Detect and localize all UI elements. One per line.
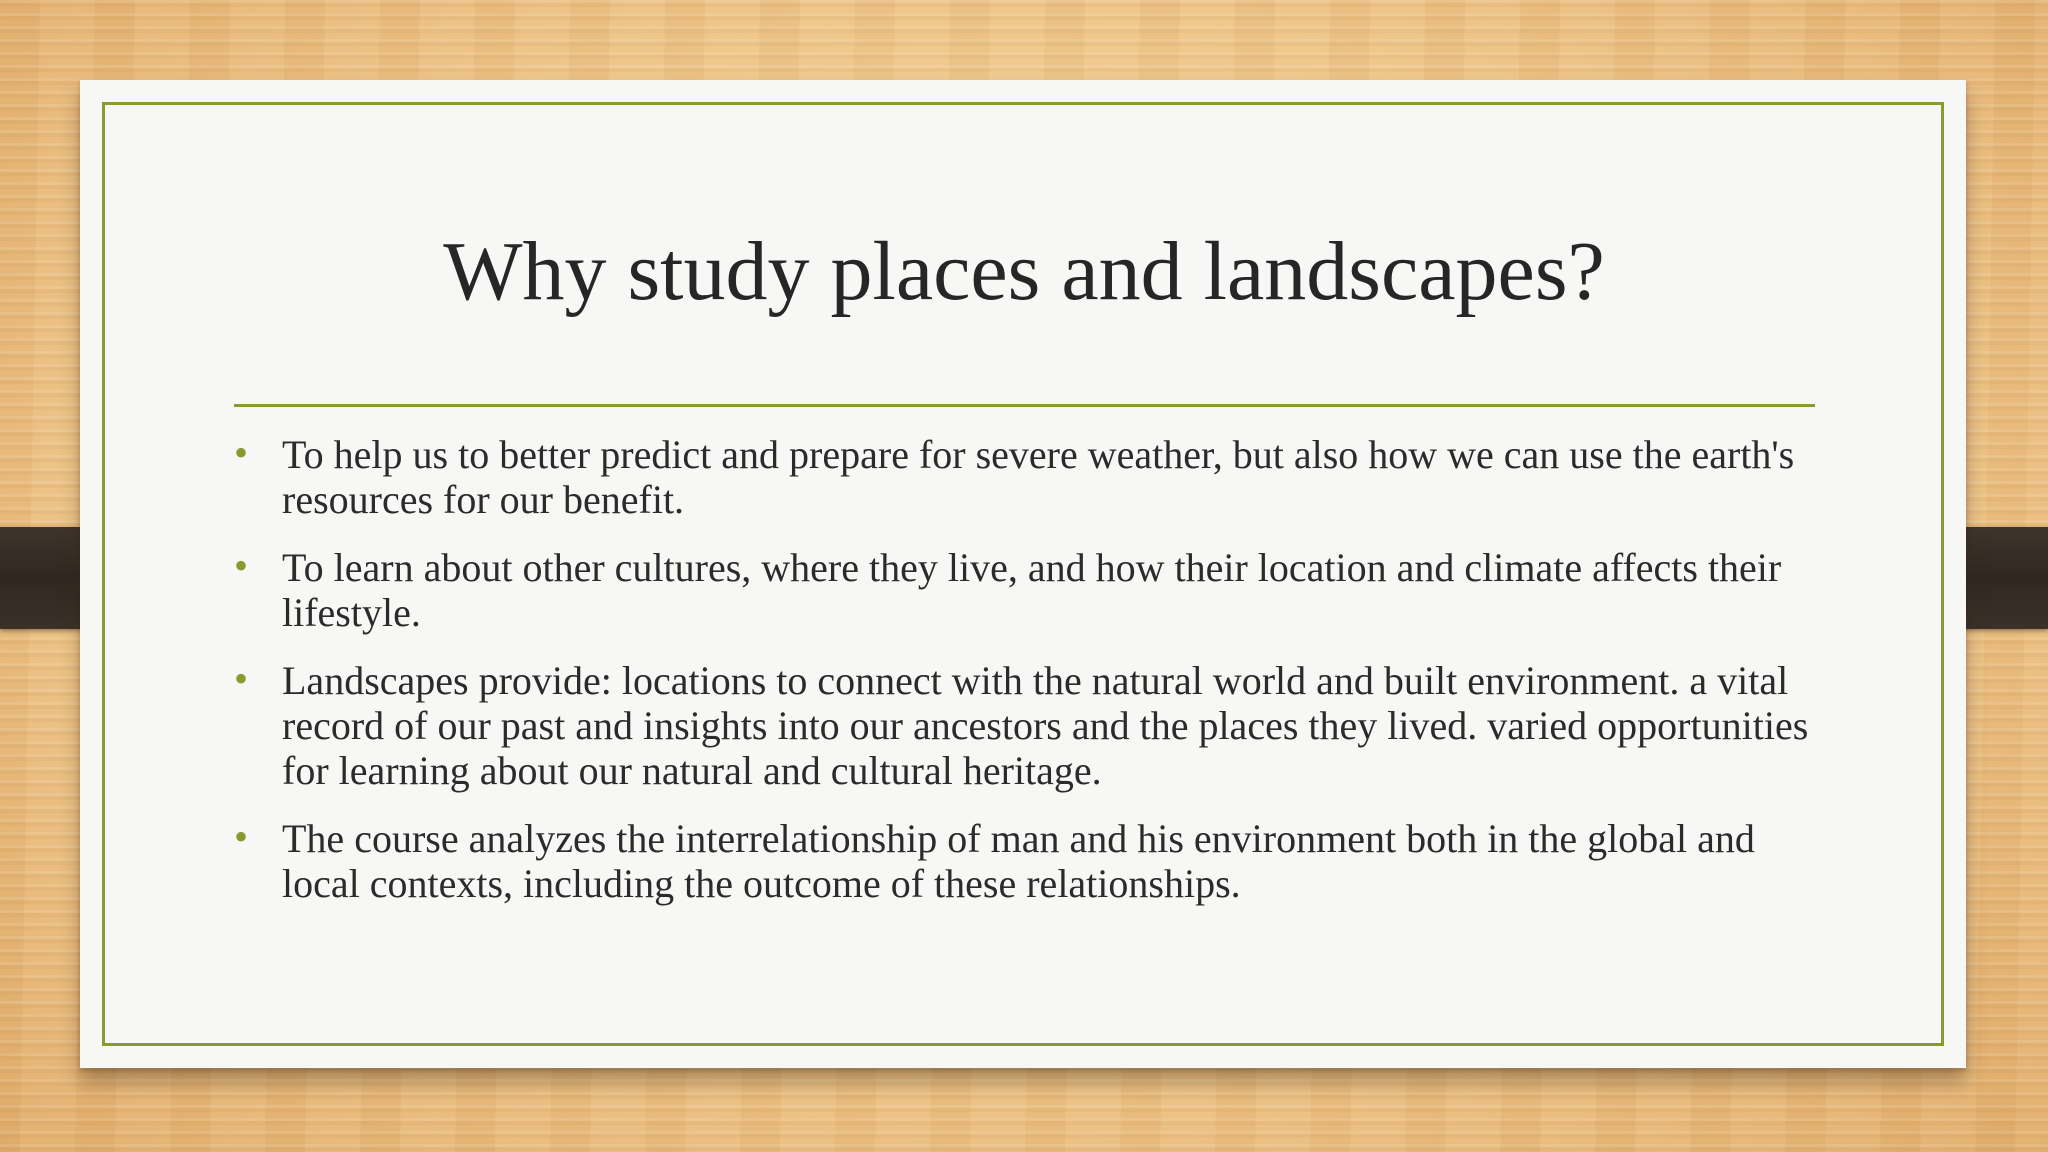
bullet-text: To learn about other cultures, where they live, and how their location and climate affects their lifestyle. [282,545,1782,635]
bullet-list [234,432,1824,929]
bullet-item [234,432,1824,522]
bullet-item [234,816,1824,906]
bullet-marker-icon: • [234,814,249,859]
bullet-marker-icon: • [234,543,249,588]
slide-title: Why study places and landscapes? [443,225,1605,318]
bullet-item [234,545,1824,635]
bullet-text: The course analyzes the interrelationship of man and his environment both in the global and local contexts, including the outcome of these relationships. [282,816,1755,906]
bullet-text: To help us to better predict and prepare for severe weather, but also how we can use the earth's resources for our benefit. [282,432,1795,522]
bullet-item [234,658,1824,793]
bullet-marker-icon: • [234,430,249,475]
bullet-text: Landscapes provide: locations to connect with the natural world and built environment. a vital record of our past and insights into our ancestors and the places they lived. varied opportunities for learning about our natural and cultural heritage. [282,658,1809,793]
title-divider [234,404,1815,407]
bullet-marker-icon: • [234,656,249,701]
